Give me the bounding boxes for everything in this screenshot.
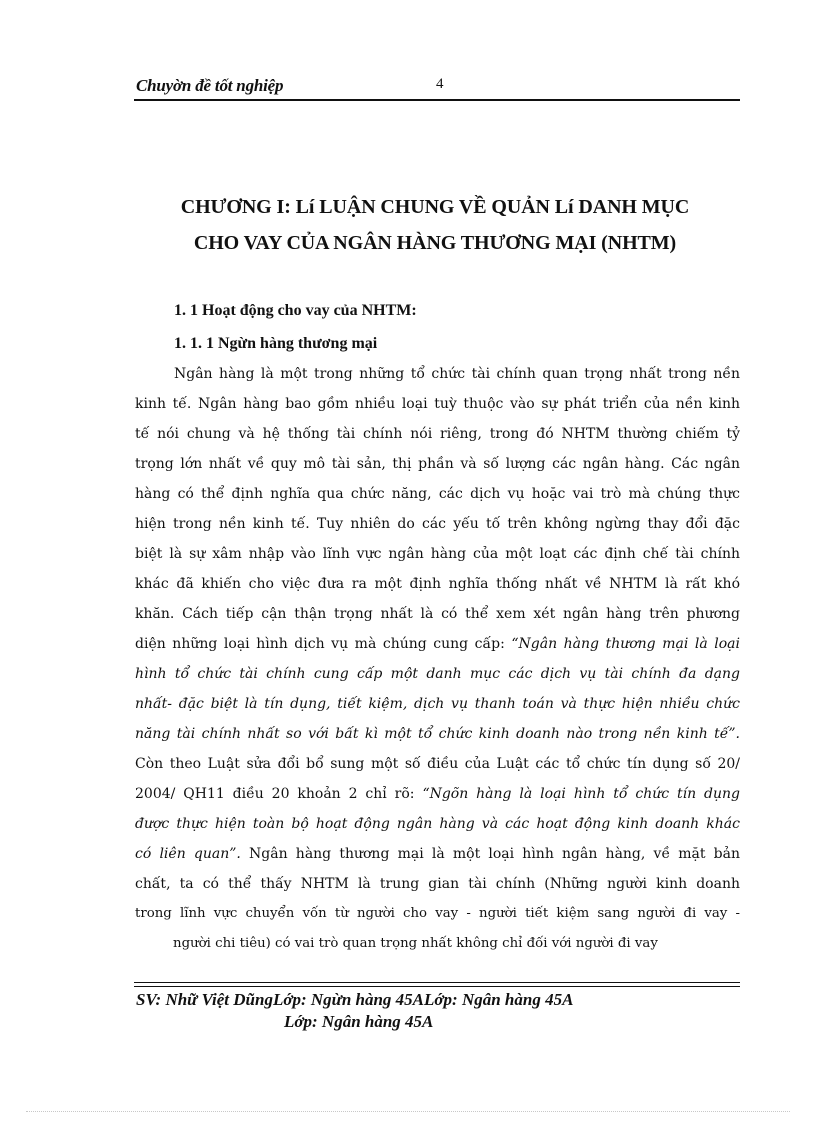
body-line: chất, ta có thể thấy NHTM là trung gian tài chính (Những người kinh doanh: [135, 876, 740, 892]
quote-text: được thực hiện toàn bộ hoạt động ngân hàng và các hoạt động kinh doanh khác: [135, 816, 740, 832]
quote-text: “Ngân hàng thương mại là loại: [511, 636, 740, 652]
chapter-title-line-2: CHO VAY CỦA NGÂN HÀNG THƯƠNG MẠI (NHTM): [193, 232, 677, 254]
body-line: trọng lớn nhất về quy mô tài sản, thị phần và số lượng các ngân hàng. Các ngân: [135, 456, 740, 472]
header-rule: [134, 99, 740, 101]
footer-class-line: Lớp: Ngân hàng 45A: [284, 1012, 434, 1031]
body-line: khác đã khiến cho việc đưa ra một định nghĩa thống nhất về NHTM là rất khó: [135, 576, 740, 592]
running-header-title: Chuyờn đề tốt nghiệp: [136, 76, 284, 95]
section-heading-1-1: 1. 1 Hoạt động cho vay của NHTM:: [174, 302, 417, 319]
body-line: hàng có thể định nghĩa qua chức năng, các dịch vụ hoặc vai trò mà chúng thực: [135, 486, 740, 502]
body-line-italic: [135, 814, 740, 834]
body-line: [135, 844, 740, 864]
body-line: Còn theo Luật sửa đổi bổ sung một số điều của Luật các tổ chức tín dụng số 20/: [135, 756, 740, 772]
footer-student-line: SV: Nhữ Việt DũngLớp: Ngừn hàng 45ALớp: Ngân hàng 45A: [136, 990, 574, 1009]
body-line: người chi tiêu) có vai trò quan trọng nhất không chỉ đối với người đi vay: [173, 936, 658, 951]
body-line: [135, 784, 740, 804]
body-line: trong lĩnh vực chuyển vốn từ người cho vay - người tiết kiệm sang người đi vay -: [135, 906, 740, 921]
quote-text: năng tài chính nhất so với bất kì một tổ chức kinh doanh nào trong nền kinh tế”.: [135, 726, 740, 742]
body-line-italic: [135, 664, 740, 684]
quote-text: có liên quan”.: [135, 846, 241, 862]
body-line: hiện trong nền kinh tế. Tuy nhiên do các yếu tố trên không ngừng thay đổi đặc: [135, 516, 740, 532]
quote-text: “Ngõn hàng là loại hình tổ chức tín dụng: [422, 786, 740, 802]
body-line: biệt là sự xâm nhập vào lĩnh vực ngân hàng của một loạt các định chế tài chính: [135, 546, 740, 562]
chapter-title-line-1: CHƯƠNG I: Lí LUẬN CHUNG VỀ QUẢN Lí DANH MỤC: [180, 196, 690, 218]
section-heading-1-1-1: 1. 1. 1 Ngừn hàng thương mại: [174, 335, 378, 352]
body-line-italic: [135, 694, 740, 714]
body-line: tế nói chung và hệ thống tài chính nói riêng, trong đó NHTM thường chiếm tỷ: [135, 426, 740, 442]
body-line-italic: [135, 724, 740, 744]
page-number: 4: [436, 76, 444, 92]
body-line: Ngân hàng là một trong những tổ chức tài chính quan trọng nhất trong nền: [174, 366, 740, 382]
body-line: khăn. Cách tiếp cận thận trọng nhất là có thể xem xét ngân hàng trên phương: [135, 606, 740, 622]
quote-text: nhất- đặc biệt là tín dụng, tiết kiệm, dịch vụ thanh toán và thực hiện nhiều chức: [135, 696, 740, 712]
body-text: 2004/ QH11 điều 20 khoản 2 chỉ rõ:: [135, 786, 423, 802]
page-edge-guide: [26, 1111, 790, 1112]
body-line: [135, 634, 740, 654]
body-text: diện những loại hình dịch vụ mà chúng cung cấp:: [135, 636, 512, 652]
body-line: kinh tế. Ngân hàng bao gồm nhiều loại tuỳ thuộc vào sự phát triển của nền kinh: [135, 396, 740, 412]
quote-text: hình tổ chức tài chính cung cấp một danh mục các dịch vụ tài chính đa dạng: [135, 666, 740, 682]
footer-rule: [134, 986, 740, 987]
footer-rule: [134, 982, 740, 983]
body-text: Ngân hàng thương mại là một loại hình ngân hàng, về mặt bản: [240, 846, 740, 862]
